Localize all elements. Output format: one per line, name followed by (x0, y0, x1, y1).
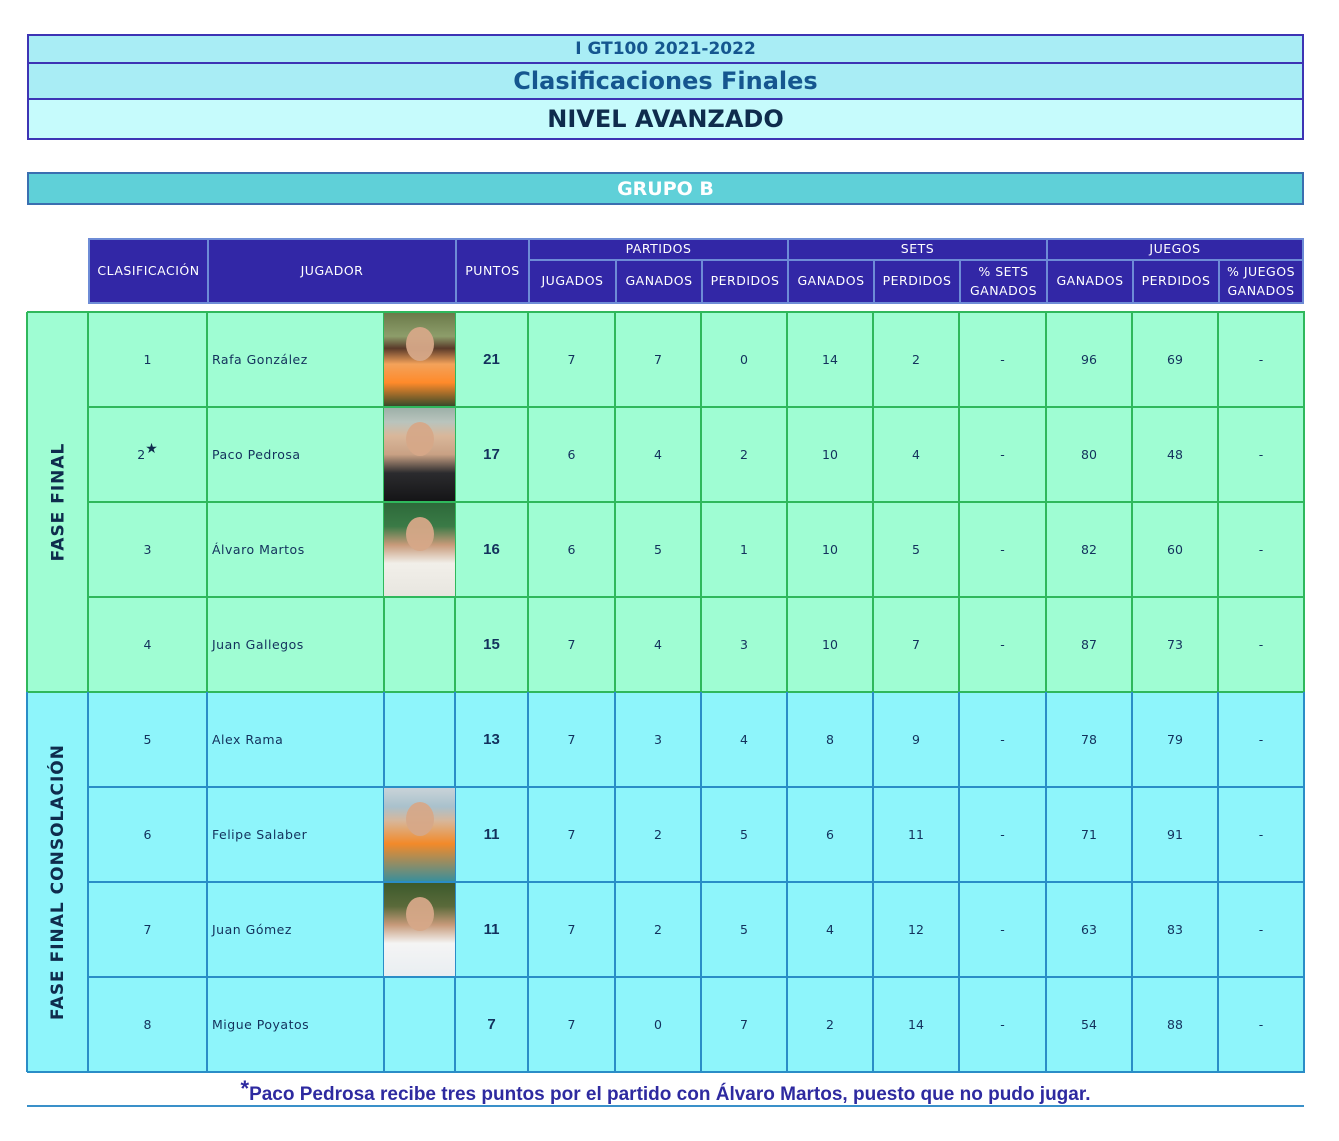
sets-won-cell-value: 10 (822, 542, 838, 557)
points-cell (455, 882, 528, 977)
player-name-cell (207, 502, 384, 597)
phase-final-text: FASE FINAL (48, 442, 68, 562)
sets-lost-cell-value: 11 (908, 827, 924, 842)
won-cell-value: 4 (654, 447, 662, 462)
position-cell (88, 597, 207, 692)
won-cell-value: 4 (654, 637, 662, 652)
points-cell-value: 13 (483, 731, 500, 748)
sets-lost-cell (873, 977, 959, 1072)
won-cell (615, 882, 701, 977)
points-cell-value: 16 (483, 541, 500, 558)
sets-won-cell (787, 882, 873, 977)
sets-pct-cell-value: - (1000, 1017, 1005, 1032)
games-pct-cell-value: - (1258, 637, 1264, 652)
sets-pct-cell-value: - (1000, 542, 1005, 557)
lost-cell (701, 312, 787, 407)
player-head (406, 422, 434, 456)
player-name-cell-value: Migue Poyatos (212, 1017, 310, 1032)
played-cell (528, 787, 615, 882)
player-name-cell (207, 597, 384, 692)
games-lost-cell-value: 48 (1167, 447, 1183, 462)
player-photo (384, 788, 455, 881)
sets-lost-cell (873, 882, 959, 977)
games-won-cell-value: 82 (1081, 542, 1097, 557)
player-name-cell (207, 312, 384, 407)
sets-won-cell (787, 787, 873, 882)
sets-pct-cell (959, 312, 1046, 407)
games-pct-cell (1218, 787, 1304, 882)
position-cell-value: 3 (143, 542, 152, 557)
games-won-cell-value: 87 (1081, 637, 1097, 652)
games-pct-cell-value: - (1258, 542, 1264, 557)
lost-cell-value: 2 (740, 447, 748, 462)
position-cell (88, 977, 207, 1072)
player-name-cell-value: Álvaro Martos (212, 542, 305, 557)
position-cell-value: 4 (143, 637, 152, 652)
header-juegos-perdidos (1132, 259, 1220, 304)
page-title: Clasificaciones Finales (513, 67, 818, 95)
sets-won-cell (787, 692, 873, 787)
position-cell-value: 1 (143, 352, 152, 367)
header-juegos-pct (1218, 259, 1304, 304)
games-won-cell-value: 80 (1081, 447, 1097, 462)
points-cell-value: 11 (483, 826, 500, 843)
played-cell (528, 312, 615, 407)
lost-cell-value: 5 (740, 827, 748, 842)
lost-cell (701, 407, 787, 502)
games-pct-cell-value: - (1258, 827, 1264, 842)
sets-lost-cell (873, 312, 959, 407)
footnote-star: * (240, 1076, 250, 1101)
played-cell-value: 7 (567, 922, 576, 937)
player-head (406, 802, 434, 836)
games-lost-cell-value: 79 (1167, 732, 1183, 747)
played-cell (528, 692, 615, 787)
sets-lost-cell (873, 692, 959, 787)
header-sets-perdidos (873, 259, 961, 304)
player-photo (384, 408, 455, 501)
position-cell-value: 2 (137, 447, 146, 462)
played-cell (528, 407, 615, 502)
lost-cell-value: 7 (740, 1017, 748, 1032)
player-name-cell (207, 787, 384, 882)
points-cell (455, 312, 528, 407)
games-pct-cell (1218, 977, 1304, 1072)
title-banner (27, 62, 1304, 100)
games-won-cell (1046, 692, 1132, 787)
level-banner (27, 98, 1304, 140)
games-pct-cell (1218, 692, 1304, 787)
games-won-cell-value: 54 (1081, 1017, 1097, 1032)
sets-pct-cell (959, 692, 1046, 787)
header-pct-juegos-label: % JUEGOS GANADOS (1226, 264, 1296, 298)
sets-pct-cell (959, 407, 1046, 502)
edition-title: I GT100 2021-2022 (575, 39, 756, 59)
player-name-cell-value: Paco Pedrosa (212, 447, 301, 462)
lost-cell (701, 692, 787, 787)
sets-lost-cell-value: 5 (912, 542, 920, 557)
sets-won-cell-value: 14 (822, 352, 838, 367)
position-cell-value: 6 (143, 827, 152, 842)
games-pct-cell (1218, 882, 1304, 977)
sets-lost-cell-value: 4 (912, 447, 920, 462)
points-cell (455, 407, 528, 502)
won-cell-value: 3 (654, 732, 662, 747)
sets-lost-cell (873, 597, 959, 692)
played-cell-value: 6 (567, 542, 576, 557)
sets-won-cell (787, 597, 873, 692)
level-title: NIVEL AVANZADO (547, 105, 784, 133)
games-pct-cell (1218, 407, 1304, 502)
games-won-cell (1046, 597, 1132, 692)
games-pct-cell (1218, 312, 1304, 407)
player-head (406, 897, 434, 931)
header-sets-ganados (787, 259, 875, 304)
sets-won-cell-value: 10 (822, 637, 838, 652)
sets-lost-cell-value: 14 (908, 1017, 924, 1032)
games-won-cell (1046, 977, 1132, 1072)
sets-lost-cell (873, 502, 959, 597)
games-won-cell (1046, 787, 1132, 882)
sets-pct-cell (959, 597, 1046, 692)
played-cell-value: 7 (567, 637, 576, 652)
header-ganados-label: GANADOS (625, 273, 693, 289)
phase-consolation-label (27, 692, 89, 1072)
sets-pct-cell (959, 787, 1046, 882)
header-juegos-ganados (1046, 259, 1134, 304)
header-juegos (1046, 238, 1304, 261)
header-puntos-label: PUNTOS (465, 262, 520, 278)
games-lost-cell (1132, 312, 1218, 407)
header-ganados-label: GANADOS (797, 273, 865, 289)
header-sets (787, 238, 1048, 261)
won-cell-value: 2 (654, 922, 662, 937)
player-photo (384, 503, 455, 596)
points-cell (455, 502, 528, 597)
player-head (406, 517, 434, 551)
header-partidos-jugados (528, 259, 617, 304)
lost-cell (701, 787, 787, 882)
group-banner (27, 172, 1304, 205)
points-cell (455, 977, 528, 1072)
sets-lost-cell (873, 787, 959, 882)
header-perdidos-label: PERDIDOS (882, 273, 952, 289)
edition-banner (27, 34, 1304, 64)
sets-pct-cell-value: - (1000, 637, 1005, 652)
games-won-cell (1046, 502, 1132, 597)
position-cell (88, 502, 207, 597)
points-cell (455, 692, 528, 787)
sets-pct-cell-value: - (1000, 922, 1005, 937)
games-won-cell (1046, 312, 1132, 407)
sets-pct-cell-value: - (1000, 732, 1005, 747)
points-cell-value: 21 (483, 351, 500, 368)
sets-lost-cell-value: 12 (908, 922, 924, 937)
points-cell (455, 597, 528, 692)
lost-cell (701, 502, 787, 597)
games-lost-cell (1132, 882, 1218, 977)
player-photo (384, 883, 455, 976)
games-pct-cell-value: - (1258, 732, 1264, 747)
sets-pct-cell-value: - (1000, 352, 1005, 367)
games-lost-cell-value: 73 (1167, 637, 1183, 652)
sets-pct-cell (959, 977, 1046, 1072)
games-pct-cell-value: - (1258, 352, 1264, 367)
lost-cell (701, 977, 787, 1072)
games-lost-cell-value: 69 (1167, 352, 1183, 367)
player-name-cell-value: Juan Gallegos (212, 637, 304, 652)
sets-lost-cell (873, 407, 959, 502)
won-cell-value: 0 (654, 1017, 662, 1032)
games-pct-cell-value: - (1258, 447, 1264, 462)
header-jugador-label: JUGADOR (300, 262, 364, 278)
sets-pct-cell-value: - (1000, 827, 1005, 842)
header-perdidos-label: PERDIDOS (1141, 273, 1211, 289)
position-cell-value: 7 (143, 922, 152, 937)
footnote-divider (27, 1105, 1304, 1107)
points-cell-value: 17 (483, 446, 500, 463)
games-won-cell-value: 71 (1081, 827, 1097, 842)
header-sets-label: SETS (900, 241, 935, 257)
sets-won-cell (787, 502, 873, 597)
sets-lost-cell-value: 7 (912, 637, 920, 652)
played-cell (528, 977, 615, 1072)
games-won-cell (1046, 882, 1132, 977)
footnote (27, 1076, 1304, 1106)
position-cell-value: 8 (143, 1017, 152, 1032)
footnote-text: Paco Pedrosa recibe tres puntos por el partido con Álvaro Martos, puesto que no pudo jugar. (249, 1084, 1091, 1105)
won-cell-value: 7 (654, 352, 662, 367)
sets-lost-cell-value: 9 (912, 732, 920, 747)
games-won-cell (1046, 407, 1132, 502)
header-perdidos-label: PERDIDOS (710, 273, 780, 289)
won-cell (615, 312, 701, 407)
header-pct-sets-label: % SETS GANADOS (969, 264, 1038, 298)
lost-cell-value: 5 (740, 922, 748, 937)
games-lost-cell (1132, 597, 1218, 692)
position-cell (88, 407, 207, 502)
played-cell (528, 882, 615, 977)
won-cell (615, 977, 701, 1072)
played-cell-value: 7 (567, 827, 576, 842)
points-cell-value: 11 (483, 921, 500, 938)
sets-pct-cell (959, 502, 1046, 597)
position-cell (88, 882, 207, 977)
header-partidos-label: PARTIDOS (625, 241, 692, 257)
won-cell (615, 692, 701, 787)
games-pct-cell (1218, 502, 1304, 597)
won-cell (615, 787, 701, 882)
games-pct-cell-value: - (1258, 1017, 1264, 1032)
player-name-cell (207, 882, 384, 977)
games-won-cell-value: 63 (1081, 922, 1097, 937)
lost-cell (701, 597, 787, 692)
games-pct-cell-value: - (1258, 922, 1264, 937)
sets-won-cell-value: 10 (822, 447, 838, 462)
phase-consolation-text: FASE FINAL CONSOLACIÓN (48, 744, 68, 1020)
won-cell (615, 597, 701, 692)
played-cell-value: 6 (567, 447, 576, 462)
played-cell (528, 502, 615, 597)
header-jugador (207, 238, 457, 304)
won-cell (615, 407, 701, 502)
group-title: GRUPO B (617, 177, 714, 200)
lost-cell (701, 882, 787, 977)
player-name-cell-value: Alex Rama (212, 732, 284, 747)
sets-won-cell-value: 4 (826, 922, 834, 937)
games-won-cell-value: 78 (1081, 732, 1097, 747)
lost-cell-value: 4 (740, 732, 748, 747)
phase-final-label (27, 312, 89, 692)
header-partidos-perdidos (701, 259, 789, 304)
games-lost-cell-value: 88 (1167, 1017, 1183, 1032)
games-lost-cell-value: 60 (1167, 542, 1183, 557)
games-lost-cell (1132, 502, 1218, 597)
won-cell-value: 2 (654, 827, 662, 842)
games-lost-cell (1132, 977, 1218, 1072)
player-name-cell (207, 977, 384, 1072)
won-cell-value: 5 (654, 542, 662, 557)
sets-won-cell-value: 6 (826, 827, 834, 842)
header-partidos-ganados (615, 259, 703, 304)
header-puntos (455, 238, 530, 304)
games-lost-cell (1132, 787, 1218, 882)
sets-won-cell (787, 312, 873, 407)
header-clasificacion-label: CLASIFICACIÓN (97, 262, 200, 278)
sets-won-cell (787, 407, 873, 502)
sets-lost-cell-value: 2 (912, 352, 920, 367)
position-cell-value: 5 (143, 732, 152, 747)
sets-won-cell (787, 977, 873, 1072)
sets-pct-cell (959, 882, 1046, 977)
games-lost-cell-value: 91 (1167, 827, 1183, 842)
played-cell-value: 7 (567, 732, 576, 747)
player-head (406, 327, 434, 361)
sets-won-cell-value: 8 (826, 732, 834, 747)
won-cell (615, 502, 701, 597)
player-name-cell-value: Rafa González (212, 352, 308, 367)
games-won-cell-value: 96 (1081, 352, 1097, 367)
player-photo (384, 313, 455, 406)
player-name-cell-value: Felipe Salaber (212, 827, 308, 842)
points-cell-value: 7 (487, 1016, 496, 1033)
header-ganados-label: GANADOS (1056, 273, 1124, 289)
sets-won-cell-value: 2 (826, 1017, 834, 1032)
lost-cell-value: 0 (740, 352, 748, 367)
played-cell-value: 7 (567, 352, 576, 367)
player-name-cell (207, 692, 384, 787)
header-juegos-label: JUEGOS (1149, 241, 1201, 257)
games-lost-cell (1132, 692, 1218, 787)
played-cell (528, 597, 615, 692)
star-marker: ★ (145, 440, 158, 457)
position-cell (88, 312, 207, 407)
position-cell (88, 692, 207, 787)
games-pct-cell (1218, 597, 1304, 692)
points-cell-value: 15 (483, 636, 500, 653)
sets-pct-cell-value: - (1000, 447, 1005, 462)
player-name-cell-value: Juan Gómez (212, 922, 292, 937)
position-cell (88, 787, 207, 882)
lost-cell-value: 3 (740, 637, 748, 652)
played-cell-value: 7 (567, 1017, 576, 1032)
points-cell (455, 787, 528, 882)
header-jugados-label: JUGADOS (541, 273, 604, 289)
header-clasificacion (88, 238, 209, 304)
player-name-cell (207, 407, 384, 502)
games-lost-cell (1132, 407, 1218, 502)
header-sets-pct (959, 259, 1048, 304)
games-lost-cell-value: 83 (1167, 922, 1183, 937)
header-partidos (528, 238, 789, 261)
lost-cell-value: 1 (740, 542, 748, 557)
